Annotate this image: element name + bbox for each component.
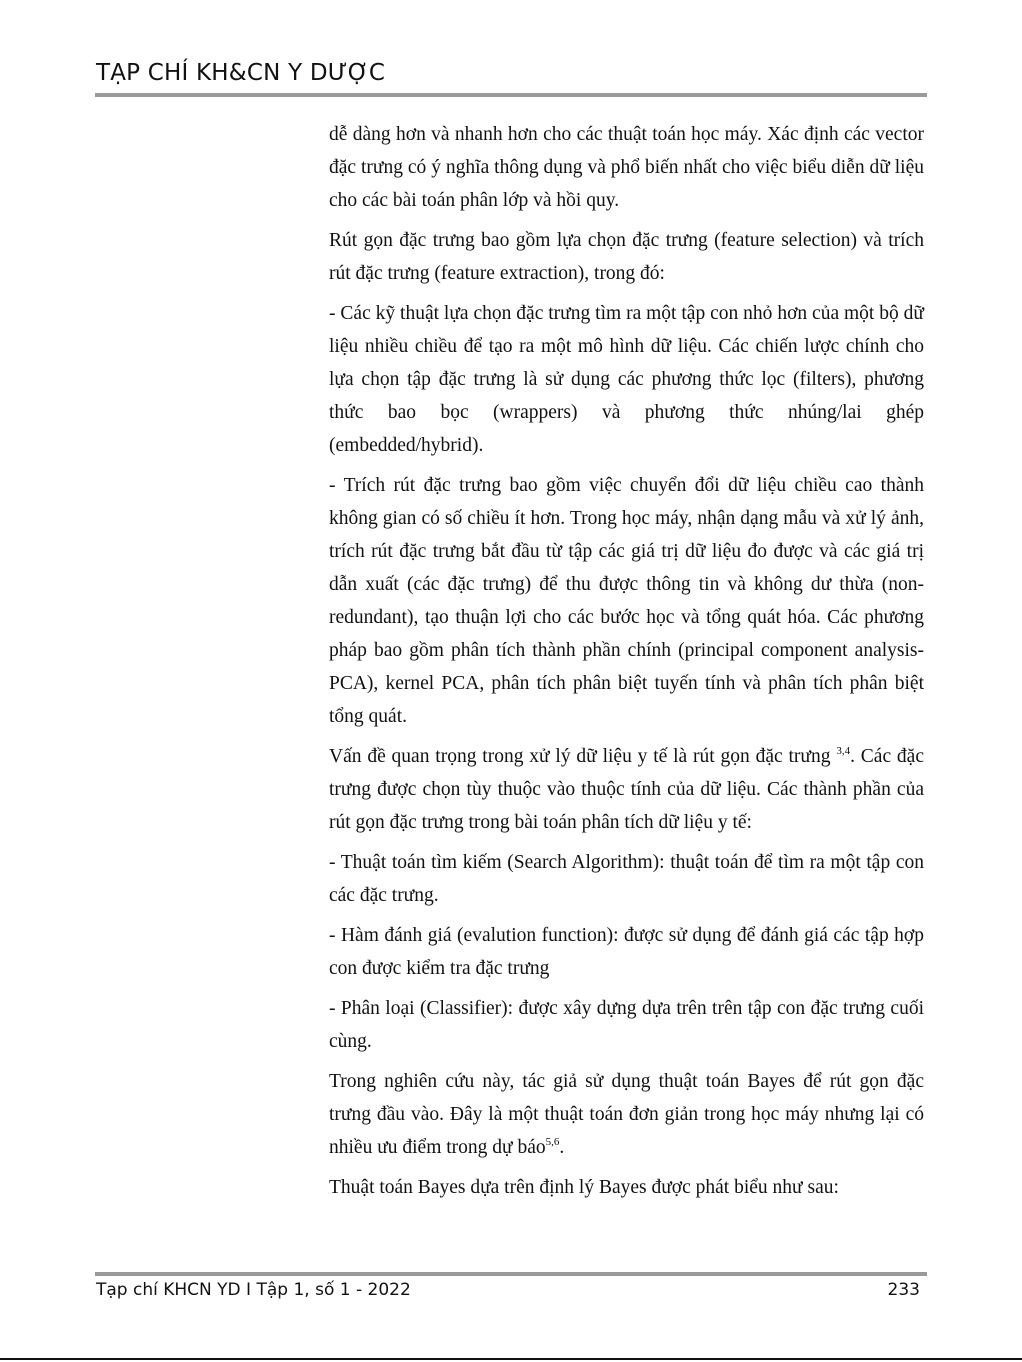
paragraph-5 <box>329 740 924 839</box>
citation-ref: 3,4 <box>836 745 851 757</box>
footer-rule <box>95 1272 927 1276</box>
header-rule <box>95 93 927 97</box>
footer-journal-info: Tạp chí KHCN YD I Tập 1, số 1 - 2022 <box>96 1280 411 1300</box>
paragraph-6: - Thuật toán tìm kiếm (Search Algorithm): thuật toán để tìm ra một tập con các đặc trưng. <box>329 852 924 906</box>
article-body <box>329 118 924 1211</box>
paragraph-10: Thuật toán Bayes dựa trên định lý Bayes được phát biểu như sau: <box>329 1177 839 1198</box>
citation-ref: 5,6 <box>545 1136 560 1148</box>
page-bottom-border <box>0 1358 1022 1360</box>
paragraph-9-tail: . <box>559 1137 565 1158</box>
paragraph-5-tail: . Các đặc trưng được chọn tùy thuộc vào thuộc tính của dữ liệu. Các thành phần của rút gọn đặc trưng trong bài toán phân tích dữ liệu y tế: <box>329 746 924 833</box>
page-number: 233 <box>887 1280 920 1300</box>
paragraph-9-text: Trong nghiên cứu này, tác giả sử dụng thuật toán Bayes để rút gọn đặc trưng đầu vào. Đây là một thuật toán đơn giản trong học máy nhưng lại có nhiều ưu điểm trong dự báo <box>329 1071 924 1158</box>
paragraph-9 <box>329 1065 924 1164</box>
paragraph-3: - Các kỹ thuật lựa chọn đặc trưng tìm ra một tập con nhỏ hơn của một bộ dữ liệu nhiều chiều để tạo ra một mô hình dữ liệu. Các chiến lược chính cho lựa chọn tập đặc trưng là sử dụng các phương thức lọc (filters), phương thức bao bọc (wrappers) và phương thức nhúng/lai ghép (embedded/hybrid). <box>329 303 924 456</box>
paragraph-2: Rút gọn đặc trưng bao gồm lựa chọn đặc trưng (feature selection) và trích rút đặc trưng (feature extraction), trong đó: <box>329 230 924 284</box>
journal-header-title: TẠP CHÍ KH&CN Y DƯỢC <box>96 60 386 86</box>
paragraph-5-text: Vấn đề quan trọng trong xử lý dữ liệu y tế là rút gọn đặc trưng <box>329 746 837 767</box>
paragraph-1: dễ dàng hơn và nhanh hơn cho các thuật toán học máy. Xác định các vector đặc trưng có ý nghĩa thông dụng và phổ biến nhất cho việc biểu diễn dữ liệu cho các bài toán phân lớp và hồi quy. <box>329 124 924 211</box>
paragraph-4: - Trích rút đặc trưng bao gồm việc chuyển đổi dữ liệu chiều cao thành không gian có số chiều ít hơn. Trong học máy, nhận dạng mẫu và xử lý ảnh, trích rút đặc trưng bắt đầu từ tập các giá trị dữ liệu đo được và các giá trị dẫn xuất (các đặc trưng) để thu được thông tin và không dư thừa (non-redundant), tạo thuận lợi cho các bước học và tổng quát hóa. Các phương pháp bao gồm phân tích thành phần chính (principal component analysis-PCA), kernel PCA, phân tích phân biệt tuyến tính và phân tích phân biệt tổng quát. <box>329 475 924 727</box>
paragraph-7: - Hàm đánh giá (evalution function): được sử dụng để đánh giá các tập hợp con được kiểm tra đặc trưng <box>329 925 924 979</box>
paragraph-8: - Phân loại (Classifier): được xây dựng dựa trên trên tập con đặc trưng cuối cùng. <box>329 998 924 1052</box>
